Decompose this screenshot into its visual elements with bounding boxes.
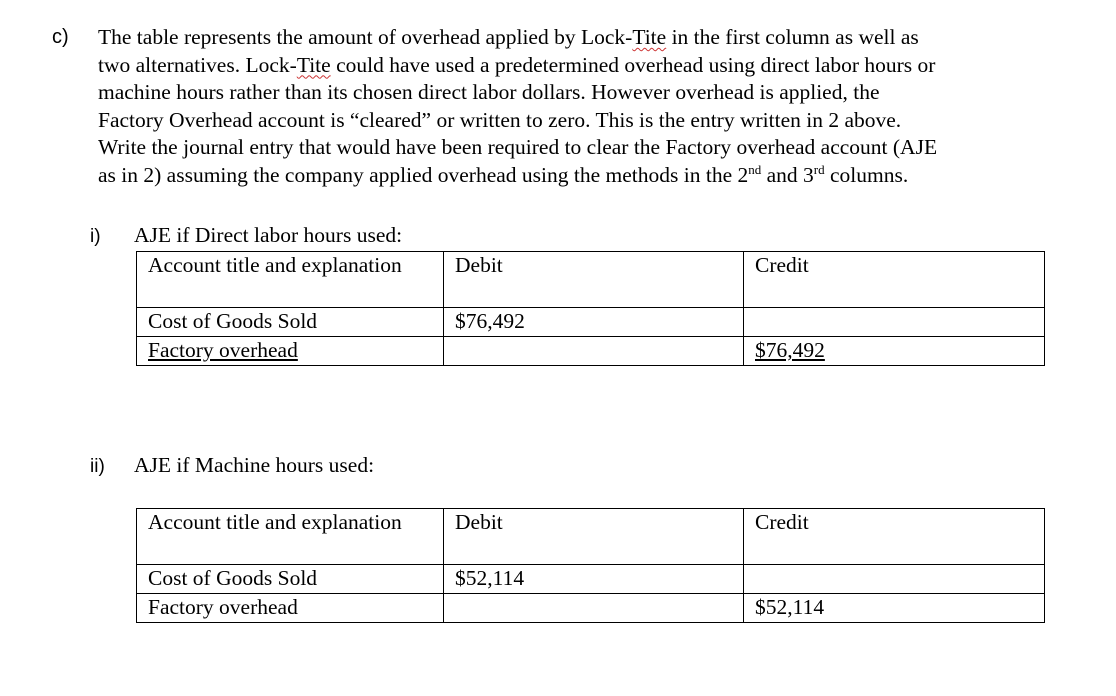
- section-i-numeral: i): [90, 226, 101, 247]
- row-1-debit: $52,114: [444, 565, 744, 594]
- row-2-debit: [444, 594, 744, 623]
- table-row: [137, 337, 1045, 366]
- question-line-1: The table represents the amount of overhead applied by Lock-Tite in the first column as well as: [98, 25, 919, 49]
- header-account: Account title and explanation: [137, 252, 444, 308]
- ordinal-suffix-nd: nd: [748, 161, 762, 177]
- row-1-account: Cost of Goods Sold: [137, 565, 444, 594]
- question-line-2: two alternatives. Lock-Tite could have used a predetermined overhead using direct labor hours or: [98, 52, 936, 77]
- row-2-credit: [744, 337, 1045, 366]
- row-1-credit: [744, 308, 1045, 337]
- row-1-account: Cost of Goods Sold: [137, 308, 444, 337]
- question-marker: c): [52, 26, 69, 48]
- question-line-4: Factory Overhead account is “cleared” or written to zero. This is the entry written in 2 above.: [98, 107, 902, 132]
- row-2-account-text: Factory overhead: [148, 338, 298, 362]
- question-line-5: Write the journal entry that would have been required to clear the Factory overhead account (AJE: [98, 135, 938, 160]
- table-row: [137, 594, 1045, 623]
- question-line-6-end: columns.: [824, 162, 909, 187]
- question-line-6-and: and 3: [761, 162, 814, 187]
- question-line-6: [98, 162, 1098, 190]
- ordinal-suffix-rd: rd: [813, 161, 825, 177]
- question-line-3: machine hours rather than its chosen direct labor dollars. However overhead is applied, the: [98, 80, 880, 105]
- section-i-title: AJE if Direct labor hours used:: [134, 223, 403, 247]
- table-header-row: [137, 252, 1045, 308]
- row-2-credit: $52,114: [744, 594, 1045, 623]
- row-1-credit: [744, 565, 1045, 594]
- row-2-account: [137, 337, 444, 366]
- section-ii-numeral: ii): [90, 456, 105, 477]
- section-ii-heading: [90, 452, 374, 480]
- section-i-journal-table: [136, 251, 1045, 366]
- table-header-row: [137, 509, 1045, 565]
- header-debit: Debit: [444, 252, 744, 308]
- row-2-debit: [444, 337, 744, 366]
- spellcheck-underlined-word: Tite: [296, 52, 331, 77]
- question-text: [98, 24, 1098, 190]
- question-line-6-text: as in 2) assuming the company applied overhead using the methods in the 2: [98, 162, 749, 187]
- table-row: [137, 565, 1045, 594]
- table-row: [137, 308, 1045, 337]
- spellcheck-underlined-word: Tite: [632, 25, 667, 49]
- row-1-debit: $76,492: [444, 308, 744, 337]
- row-2-account: Factory overhead: [137, 594, 444, 623]
- header-credit: Credit: [744, 509, 1045, 565]
- header-debit: Debit: [444, 509, 744, 565]
- header-credit: Credit: [744, 252, 1045, 308]
- section-ii-title: AJE if Machine hours used:: [134, 453, 375, 477]
- section-ii-journal-table: [136, 508, 1045, 623]
- row-2-credit-text: $76,492: [755, 338, 825, 362]
- header-account: Account title and explanation: [137, 509, 444, 565]
- section-i-heading: [90, 222, 402, 250]
